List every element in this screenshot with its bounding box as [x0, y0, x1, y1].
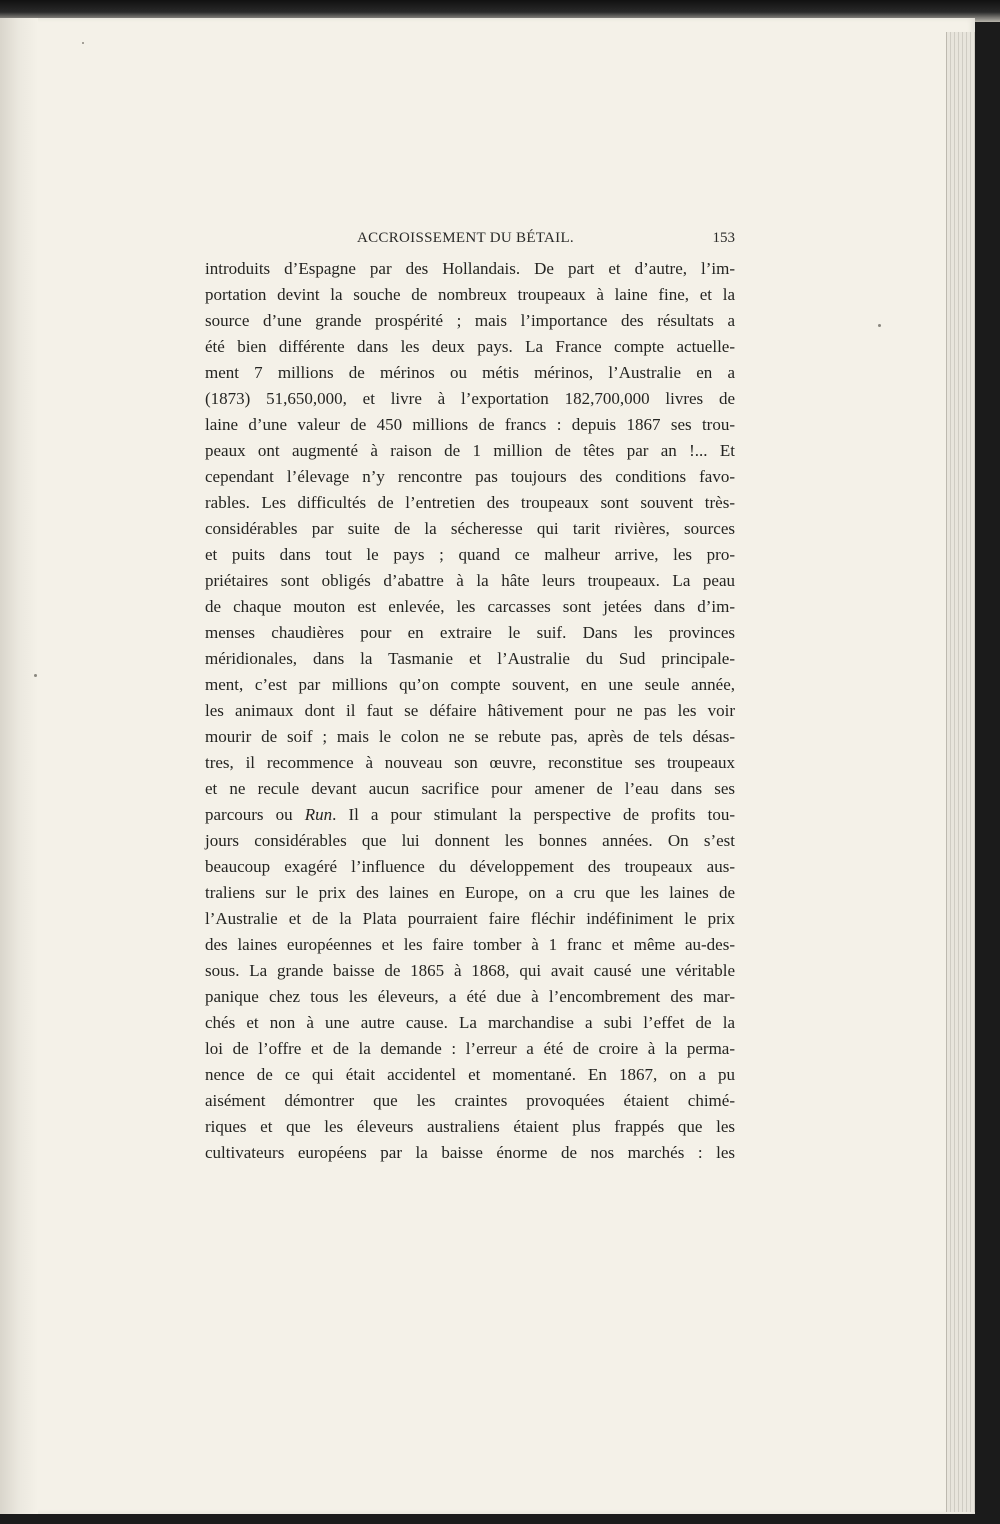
paper-speck [82, 42, 84, 44]
text-line: panique chez tous les éleveurs, a été due à l’encombrement des mar- [205, 987, 735, 1006]
text-line: et ne recule devant aucun sacrifice pour amener de l’eau dans ses [205, 779, 735, 798]
text-line-with-italic [205, 802, 735, 828]
text-line: sous. La grande baisse de 1865 à 1868, qui avait causé une véritable [205, 961, 735, 980]
running-head [205, 230, 735, 254]
text-fragment: parcours ou [205, 805, 305, 824]
text-line: les animaux dont il faut se défaire hâtivement pour ne pas les voir [205, 701, 735, 720]
text-line: source d’une grande prospérité ; mais l’importance des résultats a [205, 311, 735, 330]
text-line: été bien différente dans les deux pays. La France compte actuelle- [205, 337, 735, 356]
text-line: introduits d’Espagne par des Hollandais. De part et d’autre, l’im- [205, 259, 735, 278]
text-line: l’Australie et de la Plata pourraient faire fléchir indéfiniment le prix [205, 909, 735, 928]
paper-speck [34, 674, 37, 677]
text-line: ment, c’est par millions qu’on compte souvent, en une seule année, [205, 675, 735, 694]
text-line: laine d’une valeur de 450 millions de francs : depuis 1867 ses trou- [205, 415, 735, 434]
text-line: considérables par suite de la sécheresse qui tarit rivières, sources [205, 519, 735, 538]
text-line: loi de l’offre et de la demande : l’erreur a été de croire à la perma- [205, 1039, 735, 1058]
text-line: méridionales, dans la Tasmanie et l’Australie du Sud principale- [205, 649, 735, 668]
text-line: des laines européennes et les faire tomber à 1 franc et même au-des- [205, 935, 735, 954]
text-line: et puits dans tout le pays ; quand ce malheur arrive, les pro- [205, 545, 735, 564]
text-line: priétaires sont obligés d’abattre à la hâte leurs troupeaux. La peau [205, 571, 735, 590]
page-number: 153 [712, 230, 735, 246]
text-line: rables. Les difficultés de l’entretien des troupeaux sont souvent très- [205, 493, 735, 512]
text-line: mourir de soif ; mais le colon ne se rebute pas, après de tels désas- [205, 727, 735, 746]
text-line: beaucoup exagéré l’influence du développement des troupeaux aus- [205, 857, 735, 876]
text-fragment: . Il a pour stimulant la perspective de profits tou- [332, 805, 736, 824]
text-line: chés et non à une autre cause. La marchandise a subi l’effet de la [205, 1013, 735, 1032]
text-line: cultivateurs européens par la baisse énorme de nos marchés : les [205, 1143, 735, 1162]
text-line: de chaque mouton est enlevée, les carcasses sont jetées dans d’im- [205, 597, 735, 616]
italic-term: Run [304, 805, 333, 824]
text-line: nence de ce qui était accidentel et momentané. En 1867, on a pu [205, 1065, 735, 1084]
running-title: ACCROISSEMENT DU BÉTAIL. [357, 230, 574, 246]
text-line: tres, il recommence à nouveau son œuvre, reconstitue ses troupeaux [205, 753, 735, 772]
text-line: traliens sur le prix des laines en Europe, on a cru que les laines de [205, 883, 735, 902]
text-line: riques et que les éleveurs australiens étaient plus frappés que les [205, 1117, 735, 1136]
text-line: peaux ont augmenté à raison de 1 million de têtes par an !... Et [205, 441, 735, 460]
body-text [205, 256, 735, 1166]
page-edge-stack [946, 32, 975, 1512]
text-line: (1873) 51,650,000, et livre à l’exportation 182,700,000 livres de [205, 389, 735, 408]
text-line: jours considérables que lui donnent les bonnes années. On s’est [205, 831, 735, 850]
text-line: ment 7 millions de mérinos ou métis mérinos, l’Australie en a [205, 363, 735, 382]
text-line: portation devint la souche de nombreux troupeaux à laine fine, et la [205, 285, 735, 304]
text-line: cependant l’élevage n’y rencontre pas toujours des conditions favo- [205, 467, 735, 486]
paper-speck [878, 324, 881, 327]
text-line: menses chaudières pour en extraire le suif. Dans les provinces [205, 623, 735, 642]
text-line: aisément démontrer que les craintes provoquées étaient chimé- [205, 1091, 735, 1110]
page-gutter [0, 18, 38, 1514]
